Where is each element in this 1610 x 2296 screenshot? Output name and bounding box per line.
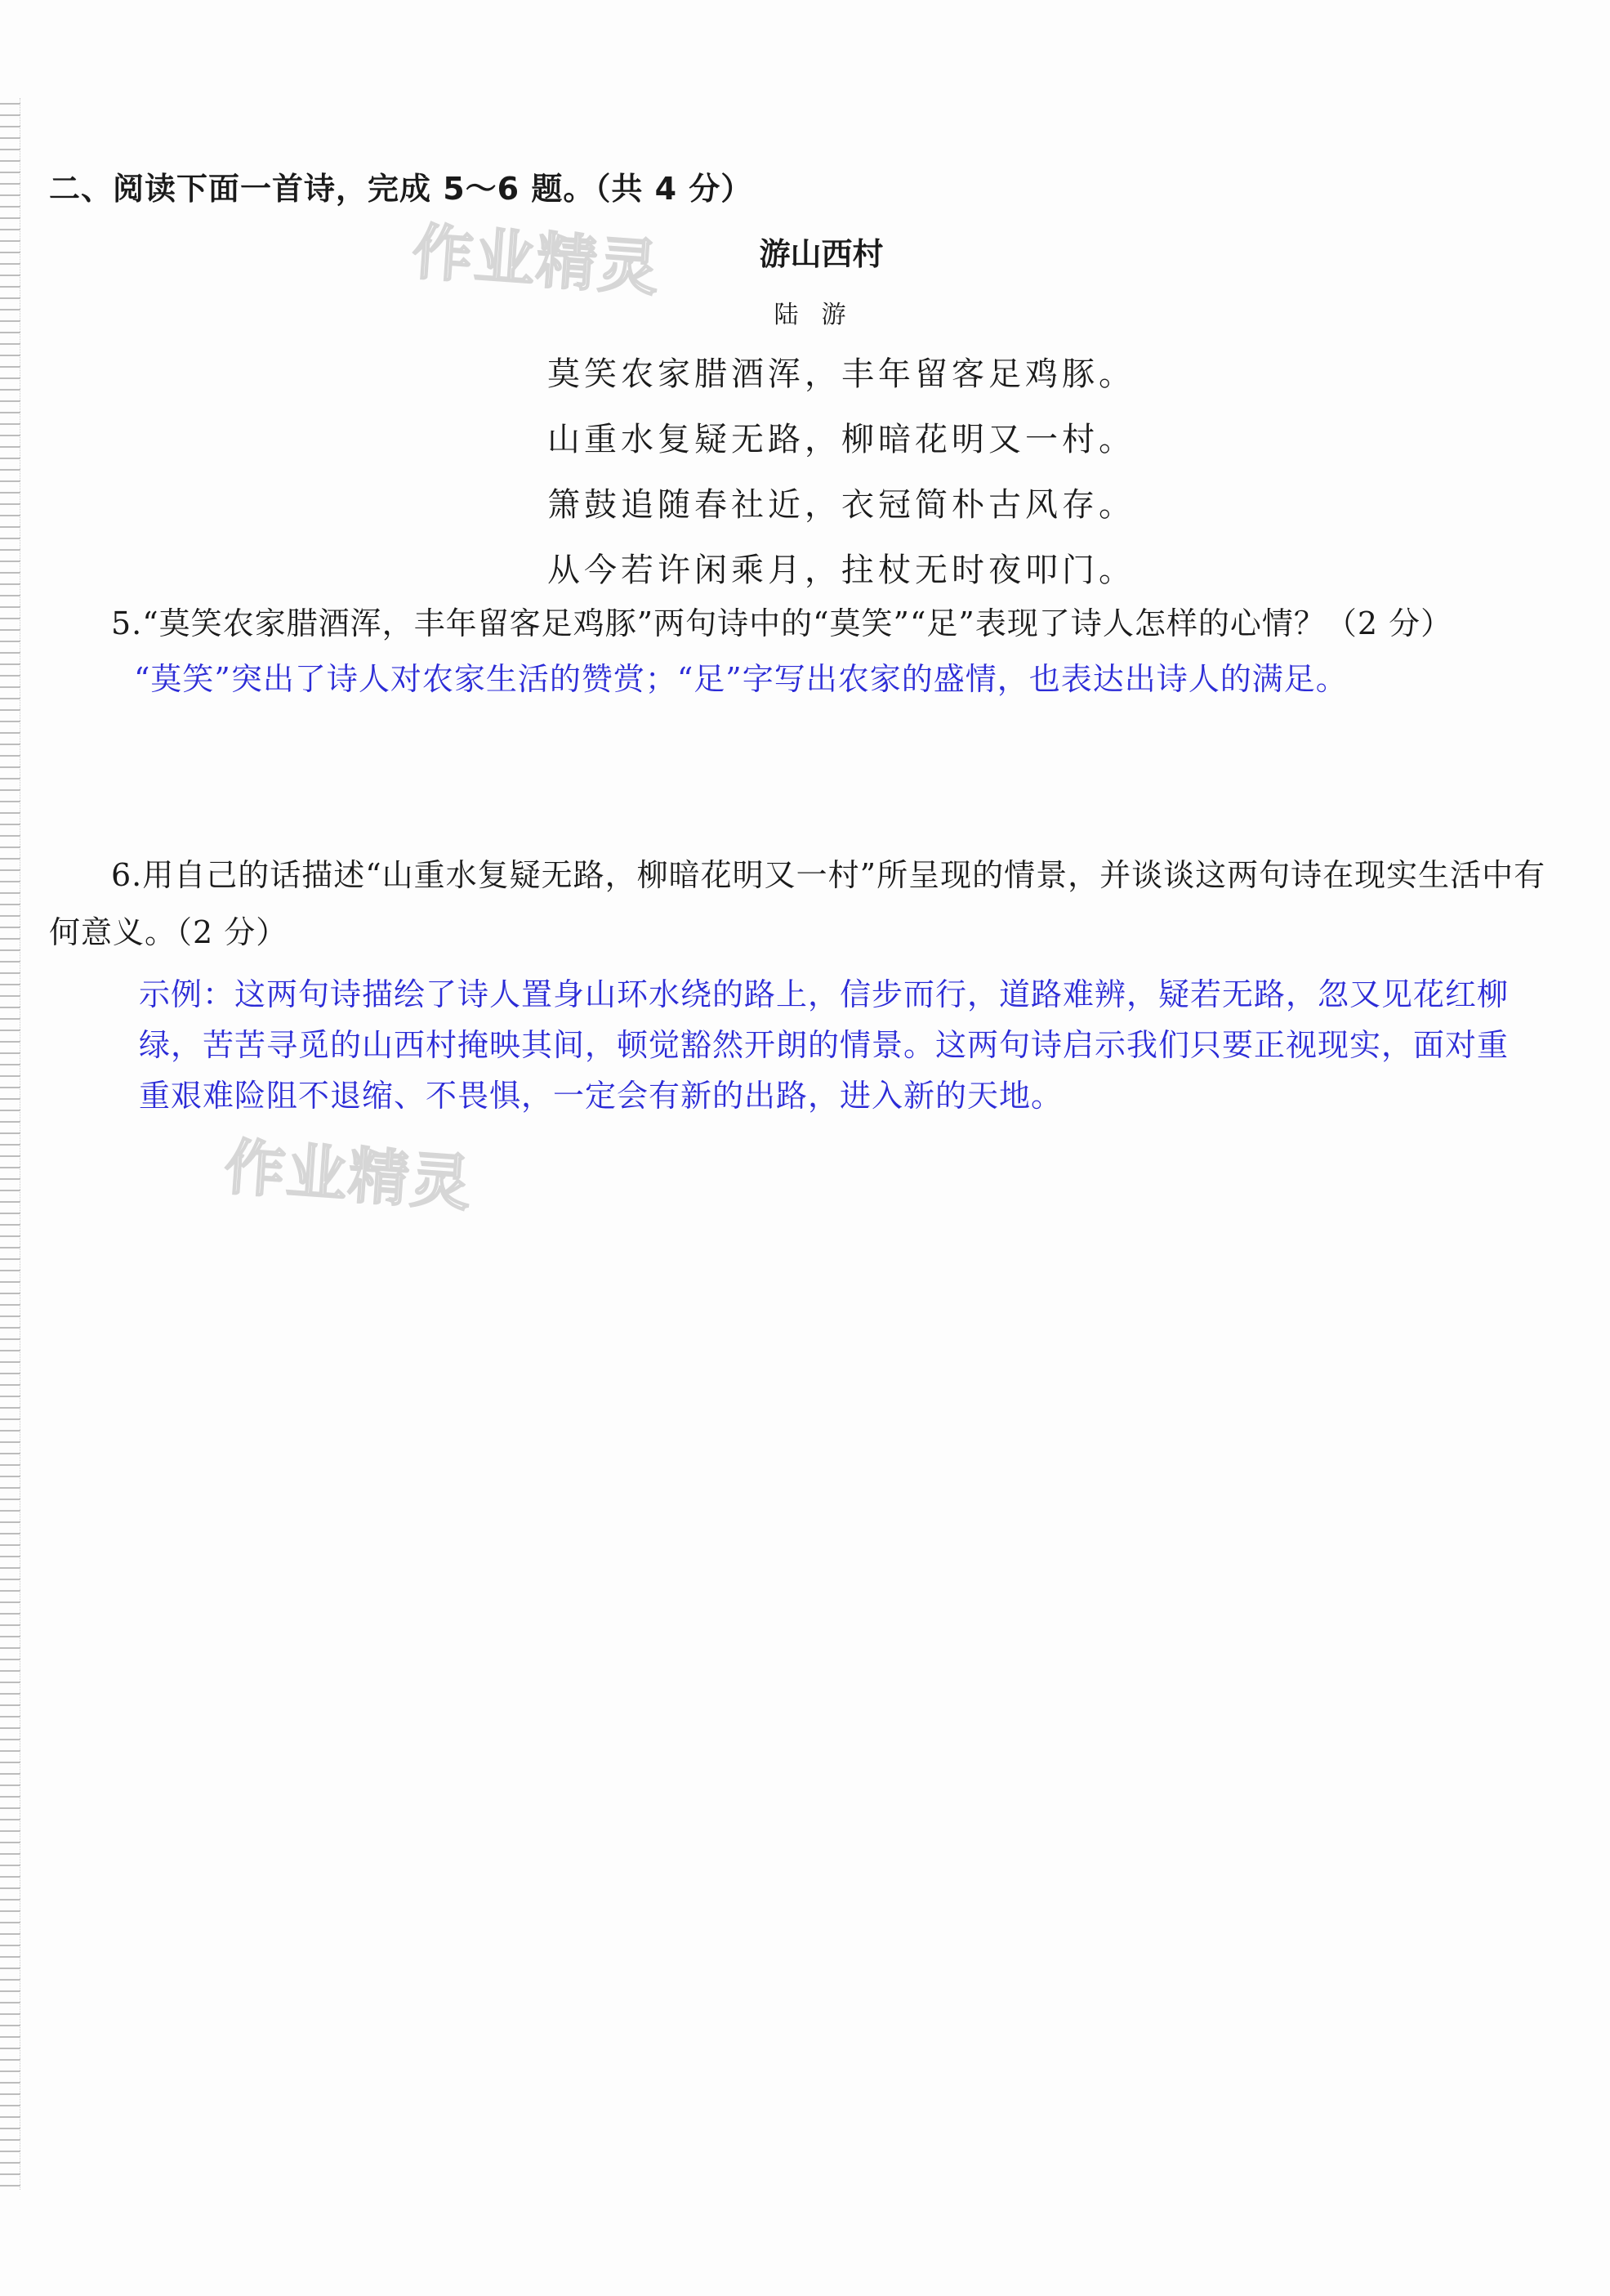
poem-body [547, 342, 1135, 603]
section-heading: 二、阅读下面一首诗，完成 5～6 题。（共 4 分） [49, 171, 753, 207]
binding-edge-decoration [0, 98, 20, 2190]
poem-line: 莫笑农家腊酒浑，丰年留客足鸡豚。 [547, 355, 1135, 393]
question-6: 6.用自己的话描述“山重水复疑无路，柳暗花明又一村”所呈现的情景，并谈谈这两句诗在现实生活中有何意义。（2 分） [49, 857, 1546, 950]
answer-5: “莫笑”突出了诗人对农家生活的赞赏；“足”字写出农家的盛情，也表达出诗人的满足。 [134, 661, 1348, 697]
poem-line: 从今若许闲乘月，拄杖无时夜叩门。 [547, 552, 1135, 589]
question-5: 5.“莫笑农家腊酒浑，丰年留客足鸡豚”两句诗中的“莫笑”“足”表现了诗人怎样的心情？（2 分） [111, 605, 1453, 641]
watermark-logo: 作业精灵 [409, 217, 663, 305]
poem-title: 游山西村 [759, 236, 884, 272]
poem-line: 箫鼓追随春社近，衣冠简朴古风存。 [547, 486, 1135, 524]
watermark-logo: 作业精灵 [221, 1132, 475, 1220]
poem-author: 陆游 [774, 301, 869, 329]
poem-line: 山重水复疑无路，柳暗花明又一村。 [547, 421, 1135, 458]
answer-6: 示例：这两句诗描绘了诗人置身山环水绕的路上，信步而行，道路难辨，疑若无路，忽又见花红柳绿，苦苦寻觅的山西村掩映其间，顿觉豁然开朗的情景。这两句诗启示我们只要正视现实，面对重重艰难险阻不退缩、不畏惧，一定会有新的出路，进入新的天地。 [139, 976, 1510, 1114]
